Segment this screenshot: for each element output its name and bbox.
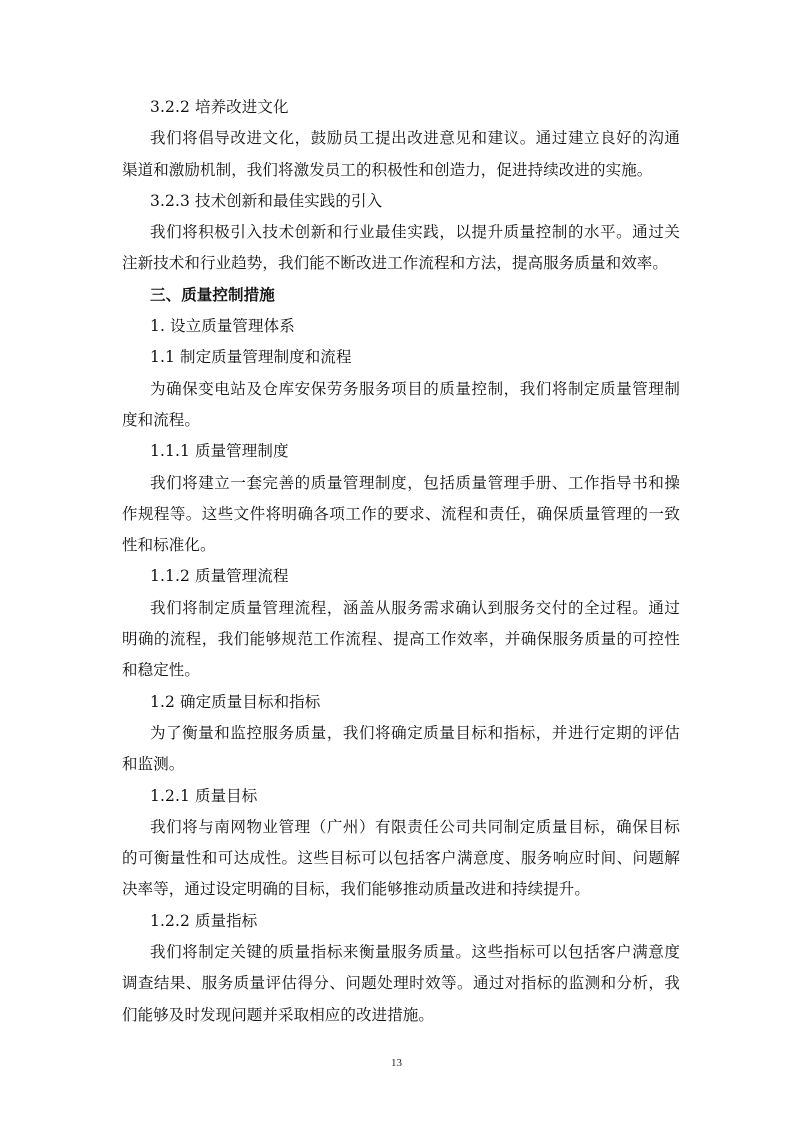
- paragraph-line: 为了衡量和监控服务质量，我们将确定质量目标和指标，并进行定期的评估: [150, 723, 680, 742]
- paragraph-line: 的可衡量性和可达成性。这些目标可以包括客户满意度、服务响应时间、问题解: [122, 849, 680, 868]
- heading-1-2-2: 1.2.2 质量指标: [150, 911, 258, 930]
- section-heading-quality-control-measures: 三、质量控制措施: [150, 285, 275, 304]
- page-number: 13: [391, 1057, 402, 1069]
- paragraph-line: 为确保变电站及仓库安保劳务服务项目的质量控制，我们将制定质量管理制: [150, 379, 680, 398]
- paragraph-line: 我们将建立一套完善的质量管理制度，包括质量管理手册、工作指导书和操: [150, 473, 680, 492]
- paragraph-line: 们能够及时发现问题并采取相应的改进措施。: [122, 1005, 435, 1024]
- heading-1: 1. 设立质量管理体系: [150, 317, 295, 336]
- paragraph-line: 和监测。: [122, 755, 185, 774]
- subsection-heading-3-2-2: 3.2.2 培养改进文化: [150, 98, 289, 116]
- heading-1-2-1: 1.2.1 质量目标: [150, 786, 258, 805]
- paragraph-line: 明确的流程，我们能够规范工作流程、提高工作效率，并确保服务质量的可控性: [122, 630, 680, 649]
- heading-1-1-2: 1.1.2 质量管理流程: [150, 567, 289, 586]
- paragraph-line: 和稳定性。: [122, 661, 201, 680]
- heading-1-2: 1.2 确定质量目标和指标: [150, 692, 321, 711]
- paragraph-line: 调查结果、服务质量评估得分、问题处理时效等。通过对指标的监测和分析，我: [122, 974, 680, 993]
- paragraph-line: 我们将与南网物业管理（广州）有限责任公司共同制定质量目标，确保目标: [150, 817, 680, 836]
- paragraph-line: 我们将制定质量管理流程，涵盖从服务需求确认到服务交付的全过程。通过: [150, 598, 680, 617]
- paragraph-line: 注新技术和行业趋势，我们能不断改进工作流程和方法，提高服务质量和效率。: [122, 254, 669, 273]
- paragraph-line: 作规程等。这些文件将明确各项工作的要求、流程和责任，确保质量管理的一致: [122, 504, 680, 523]
- paragraph-line: 度和流程。: [122, 410, 201, 429]
- paragraph-line: 我们将倡导改进文化，鼓励员工提出改进意见和建议。通过建立良好的沟通: [150, 129, 680, 148]
- paragraph-line: 我们将制定关键的质量指标来衡量服务质量。这些指标可以包括客户满意度: [150, 943, 680, 962]
- paragraph-line: 决率等，通过设定明确的目标，我们能够推动质量改进和持续提升。: [122, 880, 591, 899]
- heading-1-1: 1.1 制定质量管理制度和流程: [150, 348, 352, 367]
- page-body: [122, 92, 680, 1031]
- paragraph-line: 渠道和激励机制，我们将激发员工的积极性和创造力，促进持续改进的实施。: [122, 160, 653, 179]
- heading-1-1-1: 1.1.1 质量管理制度: [150, 442, 289, 461]
- subsection-heading-3-2-3: 3.2.3 技术创新和最佳实践的引入: [150, 191, 383, 210]
- paragraph-line: 我们将积极引入技术创新和行业最佳实践，以提升质量控制的水平。通过关: [150, 223, 680, 242]
- paragraph-line: 性和标准化。: [122, 536, 216, 555]
